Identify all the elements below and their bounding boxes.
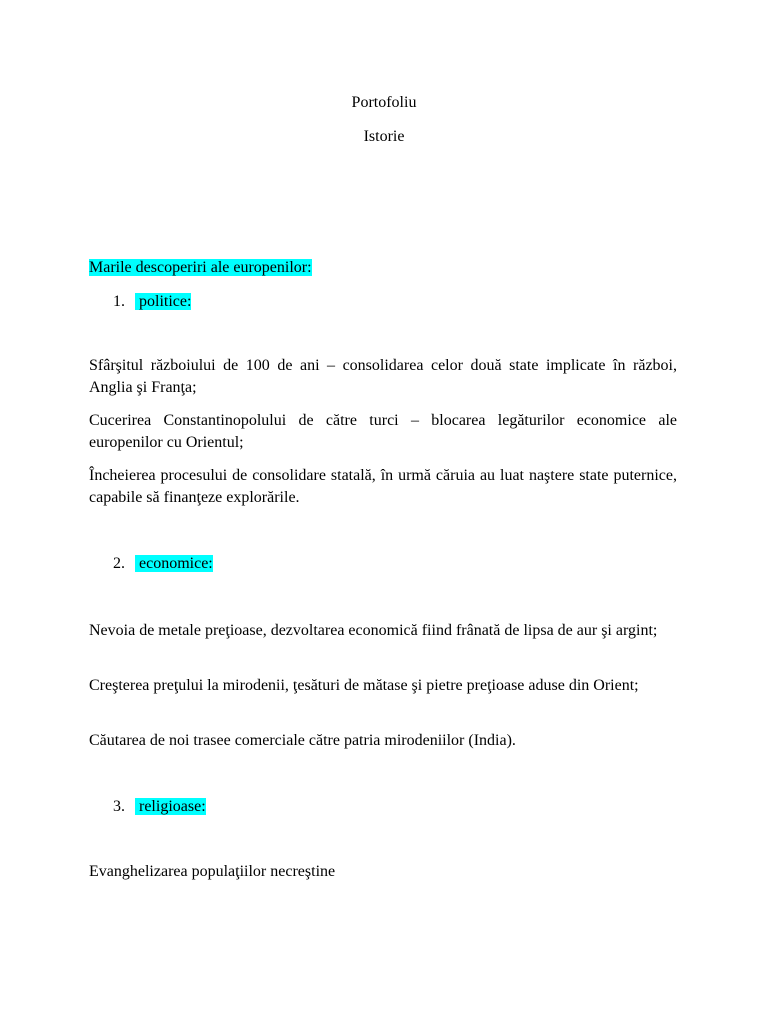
paragraph: Evanghelizarea populaţiilor necreştine bbox=[89, 863, 336, 880]
section-label: religioase: bbox=[135, 798, 206, 815]
section-number: 3. bbox=[113, 798, 125, 815]
paragraph: Nevoia de metale preţioase, dezvoltarea economică fiind frânată de lipsa de aur şi argint; bbox=[89, 622, 658, 639]
main-heading-text: Marile descoperiri ale europenilor: bbox=[89, 259, 312, 276]
section-heading-economice bbox=[113, 554, 213, 574]
paragraph: Cucerirea Constantinopolului de către turci – blocarea legăturilor economice ale europenilor cu Orientul; bbox=[89, 412, 677, 451]
section-heading-religioase bbox=[113, 797, 206, 817]
section-label: economice: bbox=[135, 555, 213, 572]
section-number: 2. bbox=[113, 555, 125, 572]
document-subtitle: Istorie bbox=[363, 128, 405, 145]
paragraph: Sfârşitul războiului de 100 de ani – consolidarea celor două state implicate în război, Anglia şi Franţa; bbox=[89, 357, 677, 396]
section-number: 1. bbox=[113, 293, 125, 310]
paragraph: Încheierea procesului de consolidare statală, în urmă căruia au luat naştere state puternice, capabile să finanţeze explorările. bbox=[89, 467, 677, 506]
main-heading bbox=[89, 258, 312, 278]
section-label: politice: bbox=[135, 293, 191, 310]
document-title: Portofoliu bbox=[351, 94, 417, 111]
paragraph: Creşterea preţului la mirodenii, ţesături de mătase şi pietre preţioase aduse din Orient; bbox=[89, 677, 639, 694]
paragraph: Căutarea de noi trasee comerciale către patria mirodeniilor (India). bbox=[89, 732, 516, 749]
section-heading-politice bbox=[113, 292, 191, 312]
